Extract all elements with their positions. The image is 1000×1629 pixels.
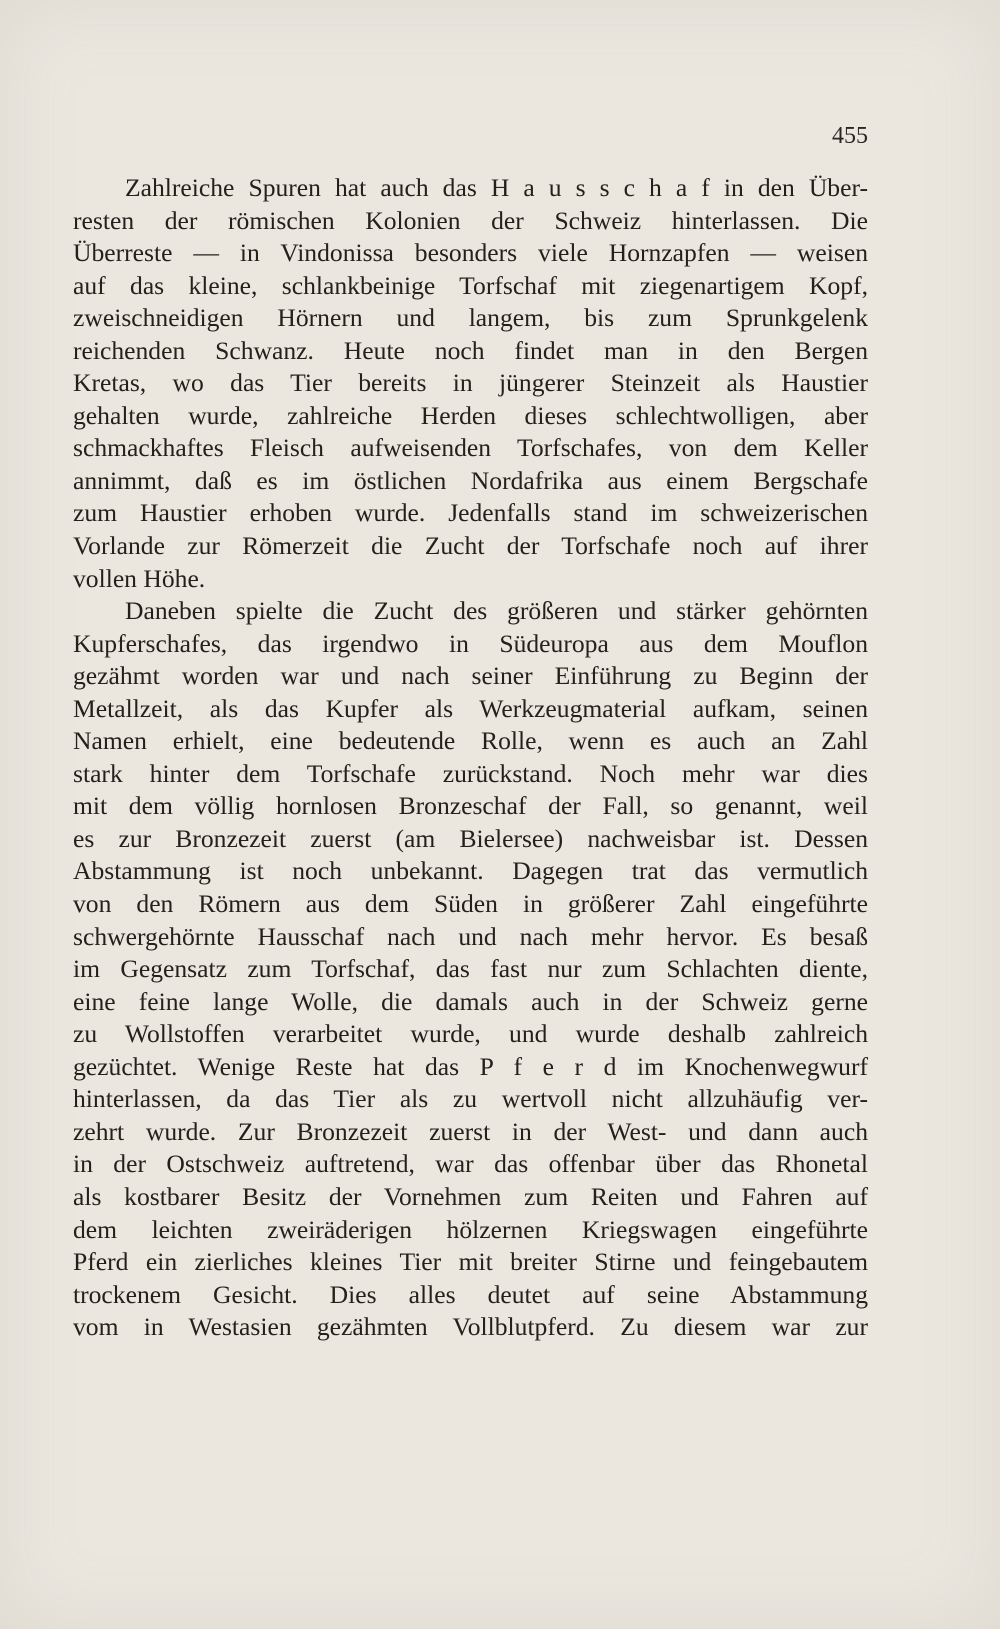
- text-line: annimmt, daß es im östlichen Nordafrika aus einem Bergschafe: [73, 465, 868, 495]
- text-line: zum Haustier erhoben wurde. Jedenfalls stand im schweizerischen: [73, 498, 868, 528]
- text-line: Kupferschafes, das irgendwo in Südeuropa aus dem Mouflon: [73, 628, 868, 658]
- page-number: 455: [832, 123, 868, 149]
- body-text: [73, 172, 868, 1344]
- text-line: Kretas, wo das Tier bereits in jüngerer Steinzeit als Haustier: [73, 368, 868, 398]
- text-line: gezüchtet. Wenige Reste hat das P f e r d im Knochenwegwurf: [73, 1051, 868, 1081]
- text-line: schmackhaftes Fleisch aufweisenden Torfschafes, von dem Keller: [73, 433, 868, 463]
- text-line: gehalten wurde, zahlreiche Herden dieses schlechtwolligen, aber: [73, 400, 868, 430]
- text-line: dem leichten zweiräderigen hölzernen Kriegswagen eingeführte: [73, 1214, 868, 1244]
- text-line: Metallzeit, als das Kupfer als Werkzeugmaterial aufkam, seinen: [73, 693, 868, 723]
- text-line: Überreste — in Vindonissa besonders viele Hornzapfen — weisen: [73, 238, 868, 268]
- text-line: als kostbarer Besitz der Vornehmen zum Reiten und Fahren auf: [73, 1181, 868, 1211]
- text-line: vollen Höhe.: [73, 563, 206, 593]
- text-line: vom in Westasien gezähmten Vollblutpferd. Zu diesem war zur: [73, 1312, 868, 1342]
- text-line: hinterlassen, da das Tier als zu wertvoll nicht allzuhäufig ver-: [73, 1084, 868, 1114]
- text-line: schwergehörnte Hausschaf nach und nach mehr hervor. Es besaß: [73, 921, 868, 951]
- text-line: trockenem Gesicht. Dies alles deutet auf seine Abstammung: [73, 1279, 868, 1309]
- text-line: Abstammung ist noch unbekannt. Dagegen trat das vermutlich: [73, 856, 868, 886]
- text-line: mit dem völlig hornlosen Bronzeschaf der Fall, so genannt, weil: [73, 791, 868, 821]
- text-line: im Gegensatz zum Torfschaf, das fast nur zum Schlachten diente,: [73, 954, 868, 984]
- text-line: resten der römischen Kolonien der Schweiz hinterlassen. Die: [73, 205, 868, 235]
- text-line: reichenden Schwanz. Heute noch findet man in den Bergen: [73, 335, 868, 365]
- text-line: stark hinter dem Torfschafe zurückstand. Noch mehr war dies: [73, 758, 868, 788]
- text-line: es zur Bronzezeit zuerst (am Bielersee) nachweisbar ist. Dessen: [73, 823, 868, 853]
- text-line: von den Römern aus dem Süden in größerer Zahl eingeführte: [73, 889, 868, 919]
- text-line: gezähmt worden war und nach seiner Einführung zu Beginn der: [73, 661, 868, 691]
- text-line: Daneben spielte die Zucht des größeren und stärker gehörnten: [125, 596, 868, 626]
- text-line: Zahlreiche Spuren hat auch das H a u s s c h a f in den Über-: [125, 173, 868, 202]
- text-line: eine feine lange Wolle, die damals auch in der Schweiz gerne: [73, 986, 868, 1016]
- text-line: zu Wollstoffen verarbeitet wurde, und wurde deshalb zahlreich: [73, 1019, 868, 1049]
- text-line: Vorlande zur Römerzeit die Zucht der Torfschafe noch auf ihrer: [73, 531, 868, 561]
- text-line: zweischneidigen Hörnern und langem, bis zum Sprunkgelenk: [73, 303, 868, 333]
- text-line: zehrt wurde. Zur Bronzezeit zuerst in der West- und dann auch: [73, 1116, 868, 1146]
- text-line: Pferd ein zierliches kleines Tier mit breiter Stirne und feingebautem: [73, 1247, 868, 1277]
- text-line: in der Ostschweiz auftretend, war das offenbar über das Rhonetal: [73, 1149, 868, 1179]
- text-line: auf das kleine, schlankbeinige Torfschaf mit ziegenartigem Kopf,: [73, 270, 868, 300]
- text-line: Namen erhielt, eine bedeutende Rolle, wenn es auch an Zahl: [73, 726, 868, 756]
